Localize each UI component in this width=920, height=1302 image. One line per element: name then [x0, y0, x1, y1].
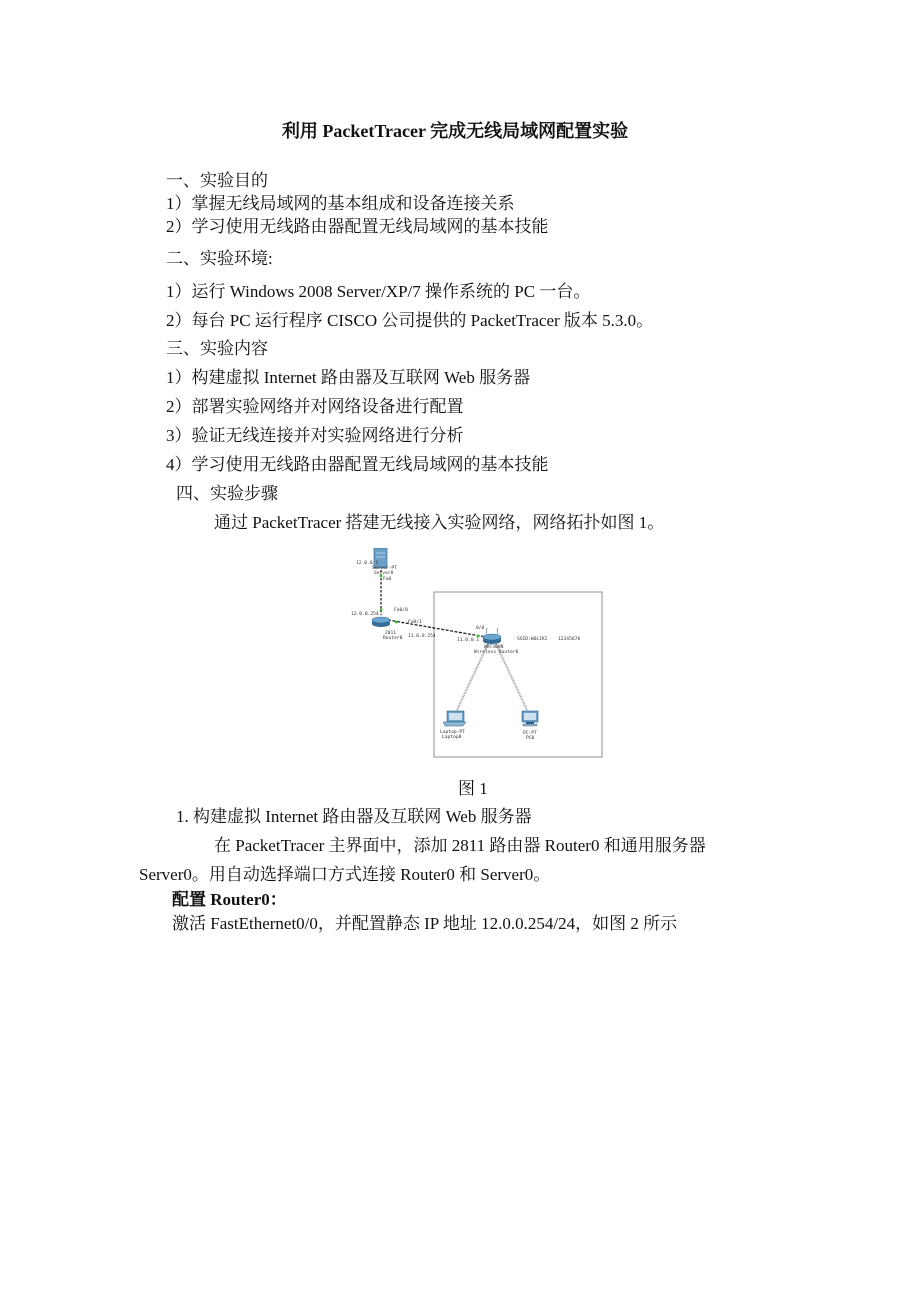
router-port-top-label: Fa0/0	[394, 608, 408, 613]
server-port-label: Fa0	[383, 577, 392, 582]
link-status-dot	[395, 621, 398, 624]
step-1-paragraph-line-2: Server0。用自动选择端口方式连接 Router0 和 Server0。	[139, 865, 551, 884]
section-1-item-2: 2）学习使用无线路由器配置无线局域网的基本技能	[166, 217, 549, 236]
pc-name-label: PC0	[526, 736, 535, 741]
section-1-heading: 一、实验目的	[166, 171, 268, 190]
server-name-label: Server0	[374, 571, 394, 576]
section-2-item-1: 1）运行 Windows 2008 Server/XP/7 操作系统的 PC 一台。	[166, 282, 591, 301]
server-ip-label: 12.0.0.1	[356, 561, 379, 566]
laptop-icon	[443, 711, 466, 726]
section-1-item-1: 1）掌握无线局域网的基本组成和设备连接关系	[166, 194, 515, 213]
ssid-label: SSID:WOLIKI	[517, 637, 548, 642]
section-2-item-2: 2）每台 PC 运行程序 CISCO 公司提供的 PacketTracer 版本 5.3.0。	[166, 311, 654, 330]
wireless-router-ip-label: 11.0.0.1	[457, 638, 480, 643]
pc-type-label: PC-PT	[523, 731, 537, 736]
link-status-dot	[380, 609, 383, 612]
step-1-heading: 1. 构建虚拟 Internet 路由器及互联网 Web 服务器	[176, 807, 532, 826]
section-3-item-1: 1）构建虚拟 Internet 路由器及互联网 Web 服务器	[166, 368, 531, 387]
link-ip-label: 11.0.0.254	[408, 634, 436, 639]
link-router-wireless-router	[388, 620, 486, 637]
network-topology-figure	[336, 548, 606, 763]
router-name-label: Router0	[383, 636, 403, 641]
step-1-paragraph-line-1: 在 PacketTracer 主界面中，添加 2811 路由器 Router0 和通用服务器	[214, 836, 706, 855]
figure-caption: 图 1	[458, 779, 488, 798]
wireless-key-label: 12345678	[558, 637, 581, 642]
section-3-item-4: 4）学习使用无线路由器配置无线局域网的基本技能	[166, 455, 549, 474]
link-status-dot	[477, 635, 480, 638]
router-ip-label: 12.0.0.254	[351, 612, 379, 617]
wireless-router-name-label: Wireless Router0	[474, 650, 519, 655]
router-port-right-label: Fa0/1	[408, 620, 422, 625]
section-3-item-2: 2）部署实验网络并对网络设备进行配置	[166, 397, 464, 416]
section-3-item-3: 3）验证无线连接并对实验网络进行分析	[166, 426, 464, 445]
wireless-router-port-label: 0/0	[476, 626, 485, 631]
laptop-name-label: Laptop0	[442, 735, 462, 740]
document-title: 利用 PacketTracer 完成无线局域网配置实验	[281, 121, 629, 141]
section-2-heading: 二、实验环境:	[166, 249, 273, 268]
wireless-router-model-label: WRT300N	[484, 645, 504, 650]
wireless-router-icon	[483, 628, 501, 644]
section-4-intro: 通过 PacketTracer 搭建无线接入实验网络，网络拓扑如图 1。	[214, 513, 665, 532]
router-model-label: 2811	[385, 631, 397, 636]
laptop-type-label: Laptop-PT	[440, 730, 465, 735]
section-4-heading: 四、实验步骤	[176, 484, 278, 503]
config-router-text: 激活 FastEthernet0/0，并配置静态 IP 地址 12.0.0.254/24，如图 2 所示	[172, 914, 678, 933]
config-router-heading: 配置 Router0：	[172, 890, 287, 909]
pc-icon	[522, 711, 538, 726]
server-type-label: Server-PT	[372, 566, 397, 571]
section-3-heading: 三、实验内容	[166, 339, 268, 358]
router-icon	[372, 617, 390, 627]
